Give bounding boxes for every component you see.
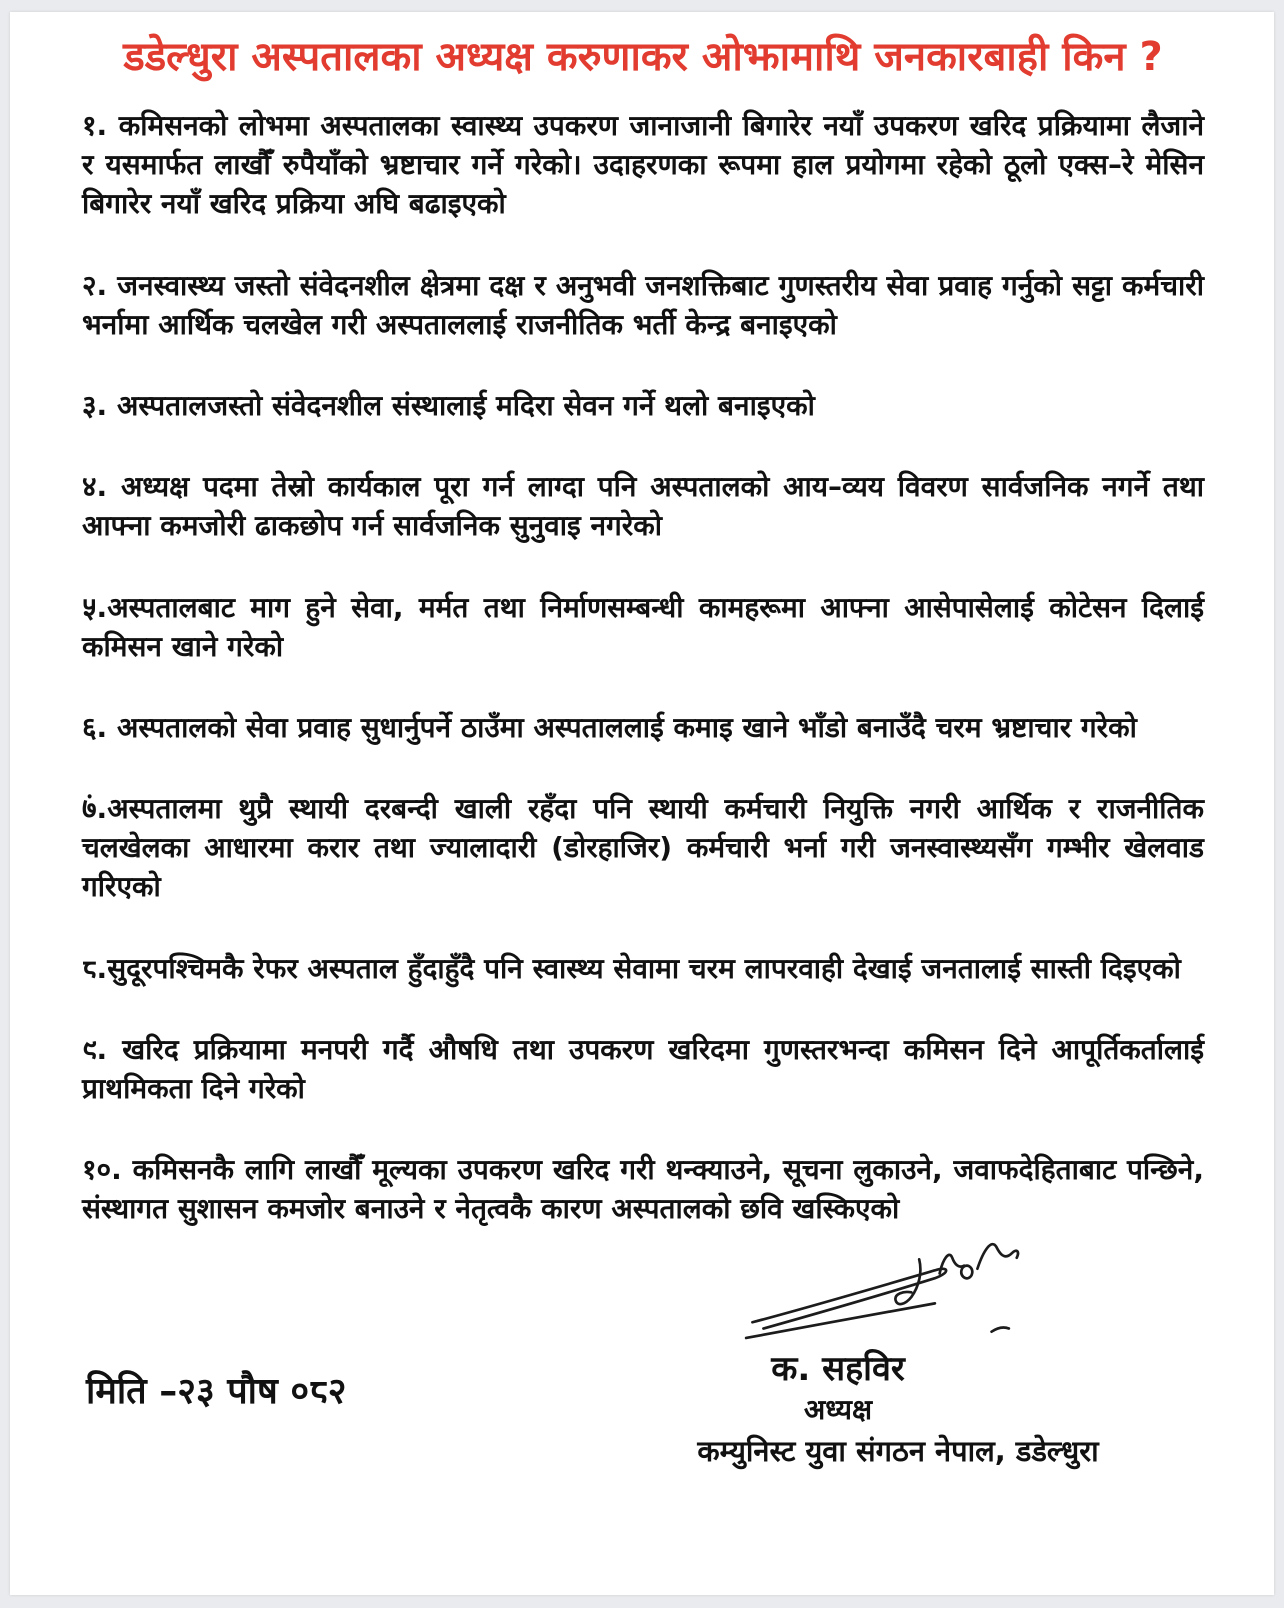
point-6: ६. अस्पतालको सेवा प्रवाह सुधार्नुपर्ने ठाउँमा अस्पताललाई कमाइ खाने भाँडो बनाउँदै चरम भ्रष्टाचार गरेको: [82, 710, 1137, 744]
page-title: डडेल्धुरा अस्पतालका अध्यक्ष करुणाकर ओझामाथि जनकारबाही किन ?: [123, 34, 1163, 80]
date-line: मिति –२३ पौष ०८२: [86, 1370, 347, 1412]
point-1: १. कमिसनको लोभमा अस्पतालका स्वास्थ्य उपकरण जानाजानी बिगारेर नयाँ उपकरण खरिद प्रक्रियामा लैजाने र यसमार्फत लाखौँ रुपैयाँको भ्रष्टाचार गर्ने गरेको। उदाहरणका रूपमा हाल प्रयोगमा रहेको ठूलो एक्स–रे मेसिन बिगारेर नयाँ खरिद प्रक्रिया अघि बढाइएको: [82, 109, 1204, 221]
document-page: [10, 12, 1274, 1595]
signature-block: [598, 1265, 1198, 1472]
point-5: ५.अस्पतालबाट माग हुने सेवा, मर्मत तथा निर्माणसम्बन्धी कामहरूमा आफ्ना आसेपासेलाई कोटेसन दिलाई कमिसन खाने गरेको: [82, 590, 1204, 663]
point-7: ७ं.अस्पतालमा थुप्रै स्थायी दरबन्दी खाली रहँदा पनि स्थायी कर्मचारी नियुक्ति नगरी आर्थिक र राजनीतिक चलखेलका आधारमा करार तथा ज्यालादारी (डोरहाजिर) कर्मचारी भर्ना गरी जनस्वास्थ्यसँग गम्भीर खेलवाड गरिएको: [82, 792, 1204, 904]
point-9: ९. खरिद प्रक्रियामा मनपरी गर्दै औषधि तथा उपकरण खरिदमा गुणस्तरभन्दा कमिसन दिने आपूर्तिकर्तालाई प्राथमिकता दिने गरेको: [82, 1032, 1204, 1105]
point-2: २. जनस्वास्थ्य जस्तो संवेदनशील क्षेत्रमा दक्ष र अनुभवी जनशक्तिबाट गुणस्तरीय सेवा प्रवाह गर्नुको सट्टा कर्मचारी भर्नामा आर्थिक चलखेल गरी अस्पताललाई राजनीतिक भर्ती केन्द्र बनाइएको: [82, 268, 1204, 341]
signer-role: अध्यक्ष: [803, 1393, 873, 1427]
point-3: ३. अस्पतालजस्तो संवेदनशील संस्थालाई मदिरा सेवन गर्ने थलो बनाइएको: [82, 388, 815, 422]
organization-name: कम्युनिस्ट युवा संगठन नेपाल, डडेल्धुरा: [697, 1434, 1099, 1469]
document-footer: [82, 1265, 1204, 1472]
signer-name: क. सहविर: [771, 1348, 905, 1389]
point-10: १०. कमिसनकै लागि लाखौँ मूल्यका उपकरण खरिद गरी थन्क्याउने, सूचना लुकाउने, जवाफदेहिताबाट पन्छिने, संस्थागत सुशासन कमजोर बनाउने र नेतृत्वकै कारण अस्पतालको छवि खस्किएको: [82, 1153, 1204, 1226]
point-8: ८.सुदूरपश्चिमकै रेफर अस्पताल हुँदाहुँदै पनि स्वास्थ्य सेवामा चरम लापरवाही देखाई जनतालाई सास्ती दिइएको: [82, 951, 1181, 985]
points-list: [82, 106, 1204, 1229]
handwritten-signature-icon: [598, 1231, 1168, 1349]
point-4: ४. अध्यक्ष पदमा तेस्रो कार्यकाल पूरा गर्न लाग्दा पनि अस्पतालको आय–व्यय विवरण सार्वजनिक नगर्ने तथा आफ्ना कमजोरी ढाकछोप गर्न सार्वजनिक सुनुवाइ नगरेको: [82, 470, 1204, 543]
